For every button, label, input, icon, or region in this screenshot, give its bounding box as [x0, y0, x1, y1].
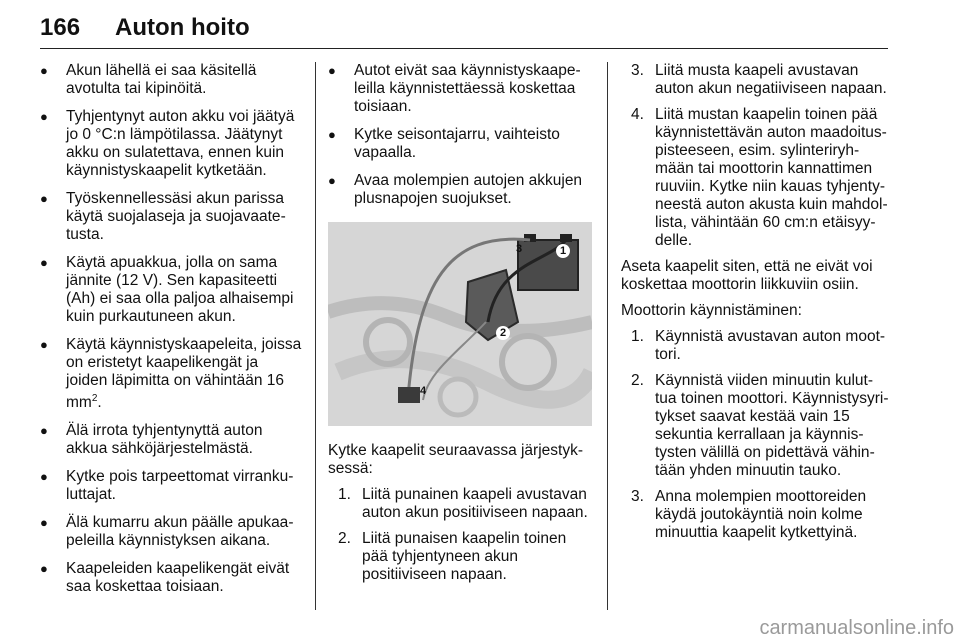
- column-divider: [315, 62, 316, 610]
- list-item: [621, 372, 889, 480]
- column-middle: [328, 62, 592, 592]
- safety-bullet-list: [40, 62, 302, 596]
- list-item: ● Älä irrota tyhjentynyttä auton akkua sähköjärjestelmästä.: [40, 422, 302, 458]
- list-item-text: Käytä käynnistyskaapeleita, joissa on eristetyt kaapelikengät ja joiden läpimitta on vähintään 16 mm: [66, 336, 302, 412]
- superscript: 2: [91, 393, 98, 404]
- page-header: [40, 14, 888, 49]
- list-item: ● Älä kumarru akun päälle apukaapeleilla käynnistyksen aikana.: [40, 514, 302, 550]
- step-text: Anna molempien moottoreiden käydä joutokäyntiä noin kolme minuuttia kaapelit kytkettyinä.: [655, 488, 867, 541]
- callout-1: 1: [556, 244, 570, 258]
- watermark: carmanualsonline.info: [759, 617, 954, 639]
- list-item: [621, 328, 889, 364]
- callout-2: 2: [496, 326, 510, 340]
- step-number: 4.: [631, 106, 644, 123]
- column-left: [40, 62, 302, 606]
- list-item: ● Autot eivät saa käynnistyskaapeleilla käynnistettäessä koskettaa toisiaan.: [328, 62, 592, 116]
- list-item: [328, 486, 592, 522]
- engine-bay-illustration: [328, 222, 592, 426]
- list-item: [621, 106, 889, 250]
- list-item-suffix: .: [97, 394, 102, 412]
- list-item: ● Työskennellessäsi akun parissa käytä suojalaseja ja suojavaatetusta.: [40, 190, 302, 244]
- step-number: 1.: [631, 328, 644, 345]
- preparation-bullet-list: [328, 62, 592, 208]
- step-number: 3.: [631, 488, 644, 505]
- callout-3: 3: [516, 243, 523, 255]
- list-item: ● Kytke pois tarpeettomat virrankuluttajat.: [40, 468, 302, 504]
- list-item: [621, 62, 889, 98]
- page-number: 166: [40, 14, 81, 41]
- step-text: Käynnistä avustavan auton moottori.: [655, 328, 886, 363]
- connection-steps-continued: [621, 62, 889, 250]
- column-right: [621, 62, 889, 550]
- engine-bay-drawing: [328, 222, 592, 426]
- engine-start-steps: [621, 328, 889, 542]
- list-item: ● Käytä apuakkua, jolla on sama jännite (12 V). Sen kapasiteetti (Ah) ei saa olla paljoa alhaisempi kuin purkautuneen akun.: [40, 254, 302, 326]
- list-item: [328, 530, 592, 584]
- connection-steps: [328, 486, 592, 584]
- list-item: [621, 488, 889, 542]
- page-title: Auton hoito: [115, 14, 250, 41]
- step-text: Liitä musta kaapeli avustavan auton akun negatiiviseen napaan.: [655, 62, 887, 97]
- step-number: 1.: [338, 486, 351, 503]
- step-text: Liitä punaisen kaapelin toinen pää tyhjentyneen akun positiiviseen napaan.: [362, 530, 567, 583]
- list-item: ● Kytke seisontajarru, vaihteisto vapaalla.: [328, 126, 592, 162]
- list-item: ● Akun lähellä ei saa käsitellä avotulta tai kipinöitä.: [40, 62, 302, 98]
- list-item: ● Kaapeleiden kaapelikengät eivät saa koskettaa toisiaan.: [40, 560, 302, 596]
- engine-start-heading: Moottorin käynnistäminen:: [621, 302, 802, 319]
- step-text: Liitä mustan kaapelin toinen pää käynnistettävän auton maadoituspisteeseen, esim. sylinteriryhmään tai moottorin kannattimen ruuviin. Kytke niin kauas tyhjentyneestä auton akusta kuin mahdollista, vähintään 60 cm:n etäisyydelle.: [655, 106, 888, 249]
- cable-placement-note: Aseta kaapelit siten, että ne eivät voi koskettaa moottorin liikkuviin osiin.: [621, 258, 873, 293]
- step-text: Käynnistä viiden minuutin kuluttua toinen moottori. Käynnistysyritykset saavat kestää vain 15 sekuntia kerrallaan ja käynnistysten välillä on pidettävä vähintään yhden minuutin tauko.: [655, 372, 889, 479]
- list-item: ● Tyhjentynyt auton akku voi jäätyä jo 0 °C:n lämpötilassa. Jäätynyt akku on sulatettava, ennen kuin käynnistyskaapelit kytketään.: [40, 108, 302, 180]
- callout-4: 4: [420, 385, 427, 397]
- step-number: 2.: [338, 530, 351, 547]
- step-number: 3.: [631, 62, 644, 79]
- list-item: ● Avaa molempien autojen akkujen plusnapojen suojukset.: [328, 172, 592, 208]
- step-number: 2.: [631, 372, 644, 389]
- step-text: Liitä punainen kaapeli avustavan auton akun positiiviseen napaan.: [362, 486, 588, 521]
- column-divider: [607, 62, 608, 610]
- connection-intro: Kytke kaapelit seuraavassa järjestyksessä:: [328, 442, 584, 477]
- list-item: [40, 336, 302, 412]
